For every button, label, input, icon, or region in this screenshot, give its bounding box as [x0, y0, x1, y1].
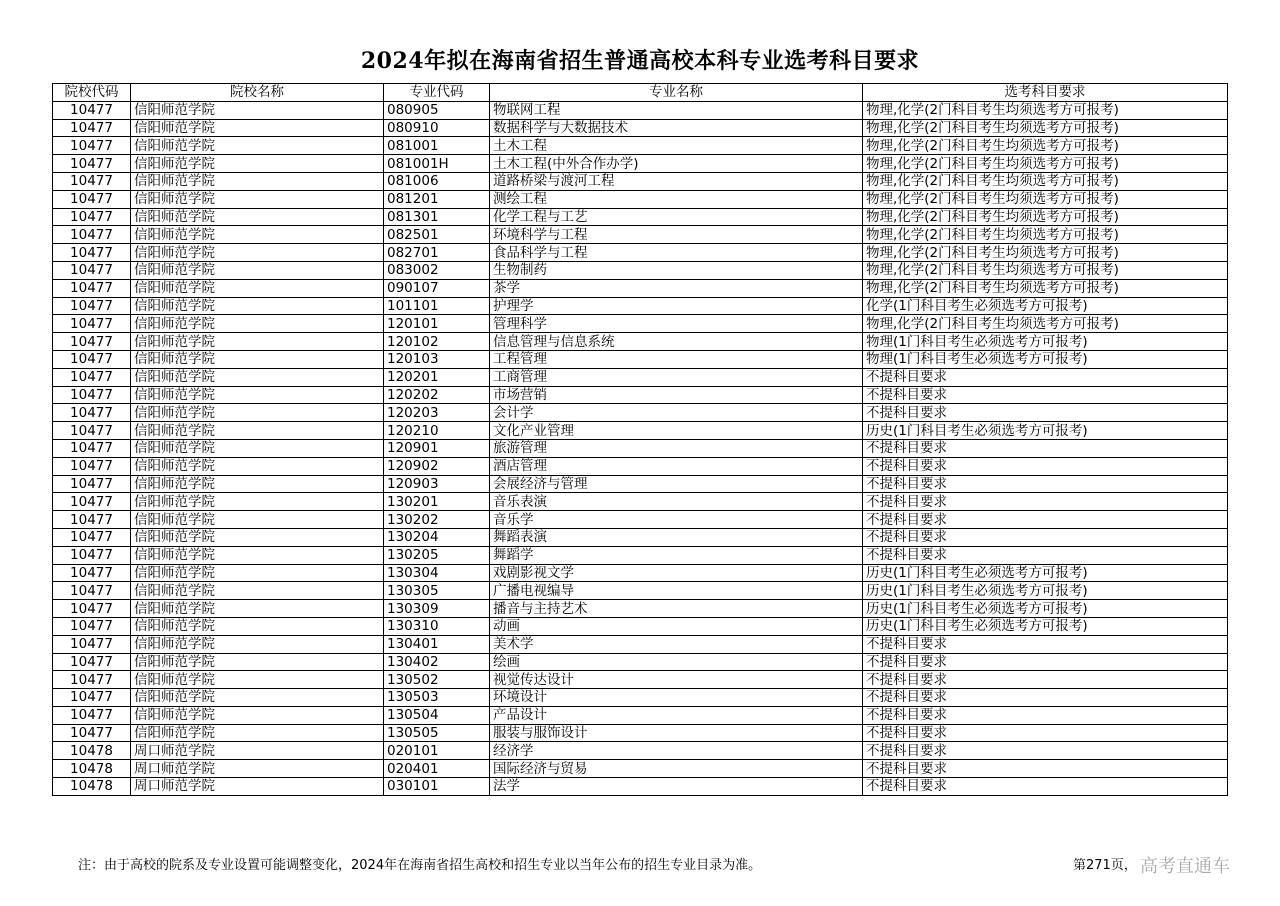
table-row — [53, 778, 1228, 796]
school-code-cell: 10477 — [53, 386, 131, 404]
major-name-cell: 文化产业管理 — [490, 422, 863, 440]
school-name-cell: 周口师范学院 — [131, 778, 384, 796]
major-code-cell: 130304 — [384, 564, 490, 582]
requirement-cell: 不提科目要求 — [863, 528, 1228, 546]
table-row — [53, 368, 1228, 386]
requirement-cell: 不提科目要求 — [863, 742, 1228, 760]
school-name-cell: 信阳师范学院 — [131, 101, 384, 119]
table-row — [53, 706, 1228, 724]
major-code-cell: 082701 — [384, 244, 490, 262]
table-row — [53, 671, 1228, 689]
major-code-cell: 120103 — [384, 350, 490, 368]
major-code-cell: 130505 — [384, 724, 490, 742]
major-code-cell: 020401 — [384, 760, 490, 778]
major-name-cell: 工商管理 — [490, 368, 863, 386]
table-header-row — [53, 84, 1228, 102]
school-name-cell: 信阳师范学院 — [131, 190, 384, 208]
major-name-cell: 播音与主持艺术 — [490, 600, 863, 618]
table-row — [53, 635, 1228, 653]
school-name-cell: 信阳师范学院 — [131, 564, 384, 582]
major-name-cell: 旅游管理 — [490, 439, 863, 457]
school-name-cell: 信阳师范学院 — [131, 724, 384, 742]
requirement-cell: 不提科目要求 — [863, 475, 1228, 493]
school-code-cell: 10478 — [53, 742, 131, 760]
major-code-cell: 020101 — [384, 742, 490, 760]
school-name-cell: 信阳师范学院 — [131, 244, 384, 262]
major-code-cell: 081201 — [384, 190, 490, 208]
table-row — [53, 315, 1228, 333]
requirements-table — [52, 83, 1228, 796]
major-name-cell: 环境科学与工程 — [490, 226, 863, 244]
table-row — [53, 742, 1228, 760]
major-code-cell: 130401 — [384, 635, 490, 653]
school-code-cell: 10477 — [53, 671, 131, 689]
school-name-cell: 信阳师范学院 — [131, 706, 384, 724]
major-name-cell: 绘画 — [490, 653, 863, 671]
school-code-cell: 10477 — [53, 706, 131, 724]
table-row — [53, 760, 1228, 778]
major-code-cell: 120101 — [384, 315, 490, 333]
school-code-cell: 10477 — [53, 653, 131, 671]
major-name-cell: 生物制药 — [490, 261, 863, 279]
table-row — [53, 261, 1228, 279]
table-row — [53, 724, 1228, 742]
table-row — [53, 190, 1228, 208]
school-code-cell: 10477 — [53, 724, 131, 742]
major-code-cell: 080905 — [384, 101, 490, 119]
school-name-cell: 信阳师范学院 — [131, 689, 384, 707]
major-code-cell: 101101 — [384, 297, 490, 315]
requirement-cell: 物理,化学(2门科目考生均须选考方可报考) — [863, 155, 1228, 173]
major-name-cell: 环境设计 — [490, 689, 863, 707]
major-code-cell: 130201 — [384, 493, 490, 511]
requirement-cell: 不提科目要求 — [863, 368, 1228, 386]
school-code-cell: 10478 — [53, 760, 131, 778]
requirement-cell: 物理,化学(2门科目考生均须选考方可报考) — [863, 208, 1228, 226]
table-row — [53, 600, 1228, 618]
requirement-cell: 不提科目要求 — [863, 546, 1228, 564]
major-code-cell: 080910 — [384, 119, 490, 137]
table-row — [53, 279, 1228, 297]
table-row — [53, 404, 1228, 422]
major-code-cell: 081001 — [384, 137, 490, 155]
school-code-cell: 10477 — [53, 689, 131, 707]
school-name-cell: 信阳师范学院 — [131, 315, 384, 333]
school-code-cell: 10477 — [53, 190, 131, 208]
major-name-cell: 管理科学 — [490, 315, 863, 333]
school-name-cell: 信阳师范学院 — [131, 137, 384, 155]
school-name-cell: 信阳师范学院 — [131, 422, 384, 440]
major-code-cell: 120201 — [384, 368, 490, 386]
table-row — [53, 101, 1228, 119]
requirement-cell: 物理,化学(2门科目考生均须选考方可报考) — [863, 315, 1228, 333]
school-name-cell: 信阳师范学院 — [131, 475, 384, 493]
school-name-cell: 信阳师范学院 — [131, 297, 384, 315]
major-name-cell: 酒店管理 — [490, 457, 863, 475]
major-code-cell: 082501 — [384, 226, 490, 244]
requirement-cell: 不提科目要求 — [863, 386, 1228, 404]
major-code-cell: 120102 — [384, 333, 490, 351]
requirement-cell: 化学(1门科目考生必须选考方可报考) — [863, 297, 1228, 315]
table-row — [53, 493, 1228, 511]
school-name-cell: 信阳师范学院 — [131, 671, 384, 689]
school-code-cell: 10477 — [53, 101, 131, 119]
requirement-cell: 不提科目要求 — [863, 457, 1228, 475]
major-code-cell: 120902 — [384, 457, 490, 475]
major-name-cell: 会计学 — [490, 404, 863, 422]
requirement-cell: 不提科目要求 — [863, 493, 1228, 511]
major-name-cell: 测绘工程 — [490, 190, 863, 208]
school-name-cell: 信阳师范学院 — [131, 226, 384, 244]
major-name-cell: 音乐表演 — [490, 493, 863, 511]
major-name-cell: 产品设计 — [490, 706, 863, 724]
requirement-cell: 物理,化学(2门科目考生均须选考方可报考) — [863, 172, 1228, 190]
requirement-cell: 历史(1门科目考生必须选考方可报考) — [863, 422, 1228, 440]
school-code-cell: 10477 — [53, 279, 131, 297]
major-name-cell: 土木工程 — [490, 137, 863, 155]
requirement-cell: 不提科目要求 — [863, 724, 1228, 742]
requirement-cell: 不提科目要求 — [863, 671, 1228, 689]
school-name-cell: 信阳师范学院 — [131, 119, 384, 137]
table-row — [53, 439, 1228, 457]
major-name-cell: 法学 — [490, 778, 863, 796]
school-code-cell: 10477 — [53, 635, 131, 653]
header-school-code: 院校代码 — [53, 84, 131, 102]
major-name-cell: 数据科学与大数据技术 — [490, 119, 863, 137]
major-code-cell: 130305 — [384, 582, 490, 600]
school-code-cell: 10477 — [53, 475, 131, 493]
school-name-cell: 周口师范学院 — [131, 742, 384, 760]
requirement-cell: 历史(1门科目考生必须选考方可报考) — [863, 564, 1228, 582]
school-code-cell: 10477 — [53, 137, 131, 155]
school-name-cell: 信阳师范学院 — [131, 457, 384, 475]
table-row — [53, 155, 1228, 173]
school-name-cell: 信阳师范学院 — [131, 582, 384, 600]
requirement-cell: 物理,化学(2门科目考生均须选考方可报考) — [863, 226, 1228, 244]
school-code-cell: 10477 — [53, 244, 131, 262]
school-name-cell: 信阳师范学院 — [131, 261, 384, 279]
table-row — [53, 511, 1228, 529]
school-code-cell: 10477 — [53, 546, 131, 564]
school-name-cell: 信阳师范学院 — [131, 350, 384, 368]
major-code-cell: 130309 — [384, 600, 490, 618]
major-code-cell: 081006 — [384, 172, 490, 190]
school-name-cell: 信阳师范学院 — [131, 155, 384, 173]
major-name-cell: 食品科学与工程 — [490, 244, 863, 262]
school-name-cell: 信阳师范学院 — [131, 439, 384, 457]
table-row — [53, 226, 1228, 244]
table-row — [53, 137, 1228, 155]
major-code-cell: 130204 — [384, 528, 490, 546]
header-major-code: 专业代码 — [384, 84, 490, 102]
major-name-cell: 舞蹈表演 — [490, 528, 863, 546]
requirement-cell: 不提科目要求 — [863, 511, 1228, 529]
school-name-cell: 信阳师范学院 — [131, 208, 384, 226]
school-code-cell: 10477 — [53, 368, 131, 386]
major-name-cell: 服装与服饰设计 — [490, 724, 863, 742]
requirement-cell: 物理,化学(2门科目考生均须选考方可报考) — [863, 244, 1228, 262]
table-row — [53, 546, 1228, 564]
requirement-cell: 不提科目要求 — [863, 404, 1228, 422]
major-name-cell: 市场营销 — [490, 386, 863, 404]
school-name-cell: 信阳师范学院 — [131, 279, 384, 297]
school-name-cell: 周口师范学院 — [131, 760, 384, 778]
major-name-cell: 土木工程(中外合作办学) — [490, 155, 863, 173]
major-name-cell: 视觉传达设计 — [490, 671, 863, 689]
table-row — [53, 689, 1228, 707]
requirement-cell: 物理,化学(2门科目考生均须选考方可报考) — [863, 137, 1228, 155]
major-code-cell: 130504 — [384, 706, 490, 724]
document-title: 2024年拟在海南省招生普通高校本科专业选考科目要求 — [360, 48, 920, 74]
major-code-cell: 120903 — [384, 475, 490, 493]
major-code-cell: 120901 — [384, 439, 490, 457]
major-code-cell: 130205 — [384, 546, 490, 564]
table-row — [53, 386, 1228, 404]
major-name-cell: 动画 — [490, 617, 863, 635]
major-name-cell: 茶学 — [490, 279, 863, 297]
table-row — [53, 617, 1228, 635]
major-code-cell: 130503 — [384, 689, 490, 707]
school-code-cell: 10477 — [53, 511, 131, 529]
table-row — [53, 244, 1228, 262]
table-row — [53, 172, 1228, 190]
school-name-cell: 信阳师范学院 — [131, 493, 384, 511]
school-code-cell: 10477 — [53, 315, 131, 333]
table-row — [53, 208, 1228, 226]
school-code-cell: 10477 — [53, 422, 131, 440]
table-row — [53, 653, 1228, 671]
school-name-cell: 信阳师范学院 — [131, 653, 384, 671]
school-code-cell: 10477 — [53, 350, 131, 368]
major-code-cell: 120202 — [384, 386, 490, 404]
major-code-cell: 081301 — [384, 208, 490, 226]
table-row — [53, 457, 1228, 475]
school-code-cell: 10477 — [53, 582, 131, 600]
requirement-cell: 不提科目要求 — [863, 778, 1228, 796]
school-code-cell: 10477 — [53, 617, 131, 635]
requirement-cell: 不提科目要求 — [863, 706, 1228, 724]
table-row — [53, 119, 1228, 137]
school-name-cell: 信阳师范学院 — [131, 386, 384, 404]
requirement-cell: 物理,化学(2门科目考生均须选考方可报考) — [863, 261, 1228, 279]
school-name-cell: 信阳师范学院 — [131, 511, 384, 529]
school-code-cell: 10477 — [53, 155, 131, 173]
school-code-cell: 10477 — [53, 226, 131, 244]
school-name-cell: 信阳师范学院 — [131, 172, 384, 190]
major-code-cell: 130402 — [384, 653, 490, 671]
school-name-cell: 信阳师范学院 — [131, 368, 384, 386]
school-code-cell: 10477 — [53, 439, 131, 457]
school-code-cell: 10477 — [53, 119, 131, 137]
major-name-cell: 戏剧影视文学 — [490, 564, 863, 582]
major-name-cell: 信息管理与信息系统 — [490, 333, 863, 351]
school-code-cell: 10477 — [53, 333, 131, 351]
requirement-cell: 物理,化学(2门科目考生均须选考方可报考) — [863, 190, 1228, 208]
major-code-cell: 081001H — [384, 155, 490, 173]
table-row — [53, 528, 1228, 546]
table-row — [53, 422, 1228, 440]
major-name-cell: 舞蹈学 — [490, 546, 863, 564]
table-row — [53, 333, 1228, 351]
school-code-cell: 10477 — [53, 528, 131, 546]
requirement-cell: 不提科目要求 — [863, 689, 1228, 707]
school-name-cell: 信阳师范学院 — [131, 528, 384, 546]
header-major-name: 专业名称 — [490, 84, 863, 102]
major-name-cell: 美术学 — [490, 635, 863, 653]
school-code-cell: 10477 — [53, 564, 131, 582]
school-code-cell: 10477 — [53, 172, 131, 190]
major-code-cell: 130202 — [384, 511, 490, 529]
school-name-cell: 信阳师范学院 — [131, 404, 384, 422]
requirement-cell: 不提科目要求 — [863, 653, 1228, 671]
major-code-cell: 130502 — [384, 671, 490, 689]
requirement-cell: 历史(1门科目考生必须选考方可报考) — [863, 582, 1228, 600]
school-name-cell: 信阳师范学院 — [131, 333, 384, 351]
table-row — [53, 475, 1228, 493]
requirement-cell: 历史(1门科目考生必须选考方可报考) — [863, 600, 1228, 618]
major-name-cell: 化学工程与工艺 — [490, 208, 863, 226]
watermark-text: 高考直通车 — [1140, 856, 1230, 877]
school-code-cell: 10477 — [53, 493, 131, 511]
major-name-cell: 经济学 — [490, 742, 863, 760]
major-name-cell: 广播电视编导 — [490, 582, 863, 600]
major-code-cell: 120210 — [384, 422, 490, 440]
school-code-cell: 10477 — [53, 404, 131, 422]
major-code-cell: 130310 — [384, 617, 490, 635]
major-code-cell: 120203 — [384, 404, 490, 422]
table-row — [53, 564, 1228, 582]
school-name-cell: 信阳师范学院 — [131, 600, 384, 618]
major-name-cell: 护理学 — [490, 297, 863, 315]
school-code-cell: 10477 — [53, 457, 131, 475]
requirement-cell: 不提科目要求 — [863, 635, 1228, 653]
school-code-cell: 10477 — [53, 297, 131, 315]
school-name-cell: 信阳师范学院 — [131, 546, 384, 564]
requirement-cell: 物理,化学(2门科目考生均须选考方可报考) — [863, 101, 1228, 119]
major-name-cell: 音乐学 — [490, 511, 863, 529]
requirement-cell: 物理(1门科目考生必须选考方可报考) — [863, 333, 1228, 351]
table-row — [53, 297, 1228, 315]
requirement-cell: 不提科目要求 — [863, 760, 1228, 778]
page-number: 第271页， — [1073, 858, 1137, 873]
header-school-name: 院校名称 — [131, 84, 384, 102]
major-name-cell: 国际经济与贸易 — [490, 760, 863, 778]
requirement-cell: 不提科目要求 — [863, 439, 1228, 457]
school-name-cell: 信阳师范学院 — [131, 635, 384, 653]
school-name-cell: 信阳师范学院 — [131, 617, 384, 635]
table-body — [53, 101, 1228, 795]
footer-note: 注：由于高校的院系及专业设置可能调整变化，2024年在海南省招生高校和招生专业以当年公布的招生专业目录为准。 — [78, 858, 762, 873]
major-name-cell: 物联网工程 — [490, 101, 863, 119]
requirement-cell: 物理,化学(2门科目考生均须选考方可报考) — [863, 119, 1228, 137]
major-name-cell: 会展经济与管理 — [490, 475, 863, 493]
major-code-cell: 083002 — [384, 261, 490, 279]
school-code-cell: 10477 — [53, 600, 131, 618]
major-code-cell: 030101 — [384, 778, 490, 796]
requirement-cell: 物理(1门科目考生必须选考方可报考) — [863, 350, 1228, 368]
school-code-cell: 10477 — [53, 261, 131, 279]
table-row — [53, 350, 1228, 368]
major-name-cell: 工程管理 — [490, 350, 863, 368]
header-subject-requirement: 选考科目要求 — [863, 84, 1228, 102]
major-code-cell: 090107 — [384, 279, 490, 297]
table-row — [53, 582, 1228, 600]
requirement-cell: 物理,化学(2门科目考生均须选考方可报考) — [863, 279, 1228, 297]
requirement-cell: 历史(1门科目考生必须选考方可报考) — [863, 617, 1228, 635]
school-code-cell: 10478 — [53, 778, 131, 796]
school-code-cell: 10477 — [53, 208, 131, 226]
major-name-cell: 道路桥梁与渡河工程 — [490, 172, 863, 190]
